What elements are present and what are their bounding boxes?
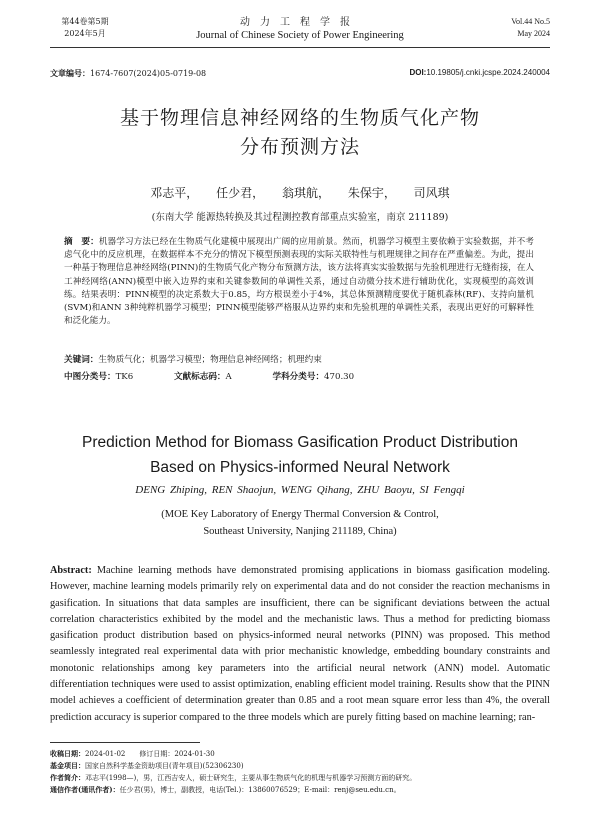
footnote-corresponding — [50, 784, 550, 796]
document-code-label: 文献标志码： — [173, 372, 226, 382]
author-en-5: SI Fengqi — [419, 484, 465, 496]
keywords-cn — [64, 353, 534, 365]
affiliation-cn: (东南大学 能源热转换及其过程测控教育部重点实验室，南京 211189) — [151, 212, 449, 223]
authors-en — [50, 484, 550, 496]
author-en-3: WENG Qihang, — [280, 484, 353, 496]
header-date-en: May 2024 — [517, 29, 550, 38]
clc-value: TK6 — [115, 372, 134, 382]
header-rule — [50, 47, 550, 48]
author-en-4: ZHU Baoyu, — [357, 484, 415, 496]
header-date-cn: 2024年5月 — [64, 29, 106, 38]
footnote-label: 作者简介： — [50, 773, 85, 782]
title-en-line-1: Prediction Method for Biomass Gasification Product Distribution — [82, 434, 518, 451]
subject-code-label: 学科分类号： — [272, 372, 325, 382]
footnote-label: 收稿日期： — [50, 749, 85, 758]
doi-label: DOI: — [409, 68, 427, 77]
footnotes — [50, 748, 550, 796]
journal-name-en: Journal of Chinese Society of Power Engineering — [196, 30, 404, 41]
subject-code — [272, 370, 354, 382]
header-volume-cn: 第44卷第5期 — [61, 17, 109, 26]
title-en — [50, 430, 550, 480]
author-cn-2: 任少君， — [216, 186, 265, 200]
doi-value: 10.19805/j.cnki.jcspe.2024.240004 — [426, 68, 550, 77]
journal-name-cn: 动力工程学报 — [240, 17, 360, 28]
header-issue-en — [511, 16, 550, 40]
title-cn-line-2: 分布预测方法 — [239, 136, 360, 158]
abstract-cn — [64, 236, 534, 328]
document-number-label: 文章编号： — [50, 68, 90, 78]
document-code — [174, 370, 232, 382]
footnote-received — [50, 748, 550, 760]
author-en-1: DENG Zhiping, — [135, 484, 207, 496]
keywords-cn-label: 关键词： — [64, 355, 99, 365]
footnote-label: 通信作者(通讯作者)： — [50, 785, 120, 794]
document-code-value: A — [225, 372, 232, 382]
abstract-en-label: Abstract: — [50, 565, 92, 576]
abstract-en — [50, 563, 550, 726]
clc-label: 中图分类号： — [64, 372, 116, 382]
header-volume-en: Vol.44 No.5 — [511, 17, 550, 26]
abstract-cn-text: 机器学习方法已经在生物质气化建模中展现出广阔的应用前景。然而，机器学习模型主要依赖于实验数据，并不考虑气化中的反应机理，在数据样本不充分的情况下模型预测表现的实际关联特性与机理规律之间存在严重偏差。为此，提出一种基于物理信息神经网络(PINN)的生物质气化产物分布预测方法，该方法将真实实验数据与先验机理进行无缝衔接，在人工神经网络(ANN)模型中嵌入边界约束和关键参数间的单调性关系，通过自动微分技术进行辅助优化，实现模型的高效训练。结果表明：PINN模型的决定系数大于0.85，均方根误差小于4%，其总体预测精度要优于随机森林(RF)、支持向量机(SVM)和ANN 3种纯粹机器学习模型；PINN模型能够严格服从边界约束和先验机理的单调性关系，表现出更好的可解释性和泛化能力。 — [64, 237, 534, 327]
affiliation-en — [50, 506, 550, 540]
affiliation-en-line-2: Southeast University, Nanjing 211189, China) — [203, 526, 397, 537]
keywords-cn-text: 生物质气化；机器学习模型；物理信息神经网络；机理约束 — [98, 355, 322, 365]
author-cn-5: 司风琪 — [413, 186, 450, 200]
author-en-2: REN Shaojun, — [211, 484, 277, 496]
clc-number — [64, 370, 133, 382]
footnote-rule — [50, 742, 200, 743]
author-cn-3: 翁琪航， — [281, 186, 330, 200]
author-cn-4: 朱保宇， — [347, 186, 396, 200]
footnote-text: 2024-01-02 修订日期：2024-01-30 — [85, 750, 215, 758]
footnote-funding — [50, 760, 550, 772]
authors-cn — [50, 184, 550, 201]
author-cn-1: 邓志平， — [150, 186, 199, 200]
footnote-text: 国家自然科学基金资助项目(青年项目)(52306230) — [85, 762, 244, 770]
document-number — [50, 68, 206, 79]
document-number-value: 1674-7607(2024)05-0719-08 — [90, 69, 207, 78]
footnote-text: 邓志平(1998—)，男，江西吉安人，硕士研究生，主要从事生物质气化的机理与机器学习预测方面的研究。 — [85, 774, 417, 782]
article-meta — [50, 68, 550, 80]
subject-code-value: 470.30 — [324, 372, 355, 382]
header-journal — [50, 16, 550, 43]
running-header — [50, 16, 550, 46]
classification-cn — [64, 370, 534, 382]
title-en-line-2: Based on Physics-informed Neural Network — [150, 459, 450, 476]
abstract-en-text: Machine learning methods have demonstrated promising applications in biomass gasification modeling. However, machine learning models primarily rely on experimental data and do not consider the reaction mechanisms in gasification. In situations that data samples are insufficient, there can be significant deviations between the actual correlation characteristics exhibited by the model and the mechanistic laws. Thus a method for predicting biomass gasification product distribution based on physics-informed neural networks (PINN) was proposed. This method seamlessly integrated real experimental data with prior mechanistic knowledge, embedding boundary constraints and monotonic relationships among key parameters into the artificial neural network (ANN) model. Automatic differentiation techniques were used to assist optimization, enabling efficient model training. Results show that the PINN model achieves a coefficient of determination greater than 0.85 and a root mean square error less than 4%, the overall prediction accuracy is superior compared to the three models which are purely fitting based on machine learning; ran- — [50, 565, 550, 723]
doi — [409, 68, 550, 77]
footnote-text: 任少君(男)，博士，副教授，电话(Tel.)：13860076529；E-mail：renj@seu.edu.cn。 — [119, 786, 401, 794]
title-cn — [50, 104, 550, 162]
footnote-author-bio — [50, 772, 550, 784]
abstract-cn-label: 摘 要： — [64, 237, 99, 247]
footnote-label: 基金项目： — [50, 761, 85, 770]
affiliation-en-line-1: (MOE Key Laboratory of Energy Thermal Conversion & Control, — [161, 509, 439, 520]
title-cn-line-1: 基于物理信息神经网络的生物质气化产物 — [119, 107, 480, 129]
